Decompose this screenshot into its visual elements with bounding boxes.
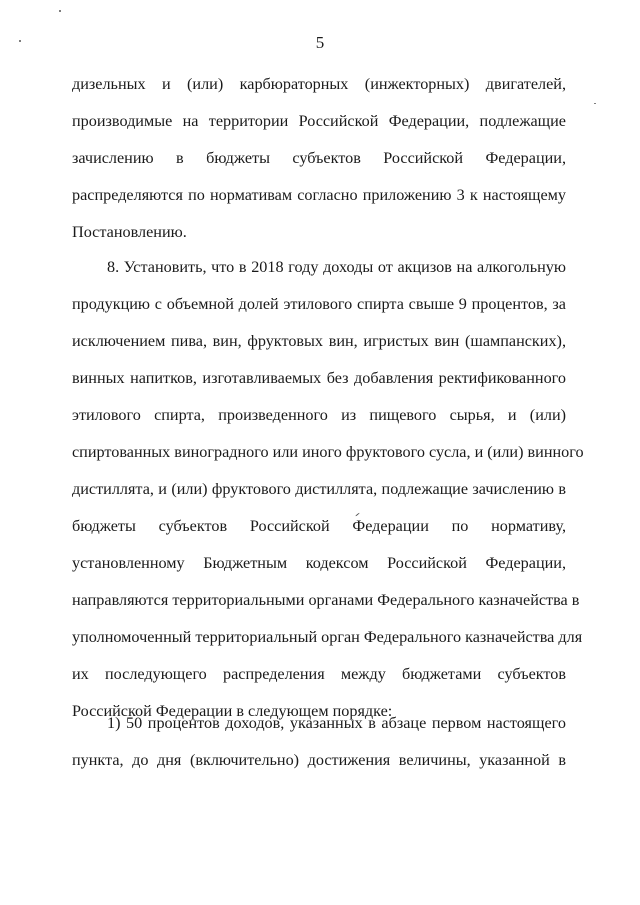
text-line: Российской Федерации в следующем порядке: — [72, 702, 393, 720]
paragraph-8 — [72, 256, 584, 737]
text-line: производимые на территории Российской Федерации, подлежащие — [72, 112, 566, 130]
page-number: 5 — [315, 33, 325, 52]
text-line: дистиллята, и (или) фруктового дистиллята, подлежащие зачислению в — [72, 480, 566, 498]
text-line: дизельных и (или) карбюраторных (инжекторных) двигателей, — [72, 75, 566, 93]
text-line: 1) 50 процентов доходов, указанных в абзаце первом настоящего — [107, 714, 566, 732]
text-line: спиртованных виноградного или иного фруктового сусла, и (или) винного — [72, 443, 584, 461]
text-line: установленному Бюджетным кодексом Российской Федерации, — [72, 554, 566, 572]
text-line: зачислению в бюджеты субъектов Российской Федерации, — [72, 149, 566, 167]
text-line: бюджеты субъектов Российской Федерации по нормативу, — [72, 517, 566, 535]
paragraph-8-subitem-1 — [72, 712, 566, 786]
scan-speck — [59, 10, 61, 12]
text-line: продукцию с объемной долей этилового спирта свыше 9 процентов, за — [72, 295, 566, 313]
text-line: винных напитков, изготавливаемых без добавления ректификованного — [72, 369, 566, 387]
text-line: Постановлению. — [72, 223, 187, 241]
scan-speck — [594, 103, 596, 104]
text-line: уполномоченный территориальный орган Федерального казначейства для — [72, 628, 583, 646]
text-line: распределяются по нормативам согласно приложению 3 к настоящему — [72, 186, 566, 204]
text-line: пункта, до дня (включительно) достижения величины, указанной в — [72, 751, 566, 769]
text-line: их последующего распределения между бюджетами субъектов — [72, 665, 566, 683]
text-line: направляются территориальными органами Федерального казначейства в — [72, 591, 580, 609]
text-line: этилового спирта, произведенного из пищевого сырья, и (или) — [72, 406, 566, 424]
paragraph-continuation — [72, 73, 566, 258]
text-line: исключением пива, вин, фруктовых вин, игристых вин (шампанских), — [72, 332, 566, 350]
text-line: 8. Установить, что в 2018 году доходы от акцизов на алкогольную — [107, 258, 566, 276]
